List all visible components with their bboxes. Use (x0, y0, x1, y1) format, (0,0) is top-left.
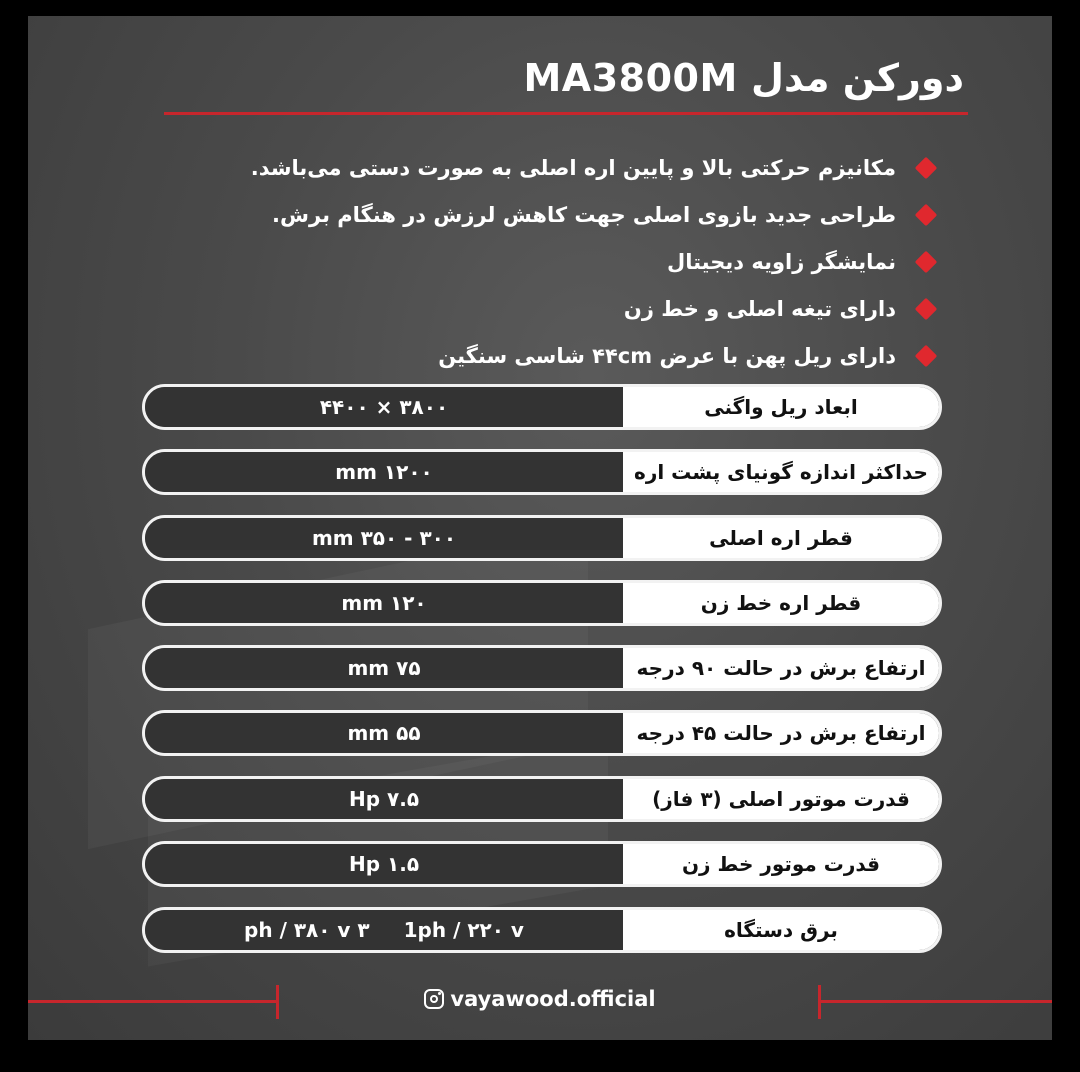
bullet-diamond-icon (915, 250, 938, 273)
spec-label: برق دستگاه (623, 910, 939, 950)
spec-value-three-phase: ۳ ph / ۳۸۰ v (244, 918, 370, 942)
feature-text: طراحی جدید بازوی اصلی جهت کاهش لرزش در هنگام برش. (272, 202, 896, 227)
instagram-handle[interactable]: vayawood.official (450, 987, 656, 1011)
page-title: دورکن مدل MA3800M (523, 56, 964, 100)
spec-value (145, 910, 623, 950)
spec-row (142, 776, 942, 822)
feature-item (251, 332, 940, 379)
spec-row (142, 580, 942, 626)
title-divider (164, 112, 968, 115)
feature-item (251, 285, 940, 332)
spec-label: قدرت موتور اصلی (۳ فاز) (623, 779, 939, 819)
social-handle[interactable] (28, 987, 1052, 1011)
spec-row (142, 449, 942, 495)
spec-value: ۳۸۰۰ × ۴۴۰۰ (145, 387, 623, 427)
spec-row (142, 384, 942, 430)
feature-list (251, 144, 940, 379)
spec-row (142, 841, 942, 887)
spec-value: ۳۰۰ - ۳۵۰ mm (145, 518, 623, 558)
spec-label: حداکثر اندازه گونیای پشت اره (623, 452, 939, 492)
bullet-diamond-icon (915, 156, 938, 179)
spec-label: قدرت موتور خط زن (623, 844, 939, 884)
spec-row (142, 515, 942, 561)
spec-value: ۱۲۰ mm (145, 583, 623, 623)
spec-label: ارتفاع برش در حالت ۹۰ درجه (623, 648, 939, 688)
bullet-diamond-icon (915, 344, 938, 367)
spec-value-single-phase: 1ph / ۲۲۰ v (403, 918, 524, 942)
spec-row (142, 710, 942, 756)
bullet-diamond-icon (915, 297, 938, 320)
bullet-diamond-icon (915, 203, 938, 226)
spec-row (142, 907, 942, 953)
spec-value: ۷.۵ Hp (145, 779, 623, 819)
spec-label: ارتفاع برش در حالت ۴۵ درجه (623, 713, 939, 753)
feature-text: دارای تیغه اصلی و خط زن (623, 296, 896, 321)
feature-item (251, 144, 940, 191)
spec-row (142, 645, 942, 691)
spec-label: قطر اره اصلی (623, 518, 939, 558)
spec-value: ۵۵ mm (145, 713, 623, 753)
spec-value: ۱.۵ Hp (145, 844, 623, 884)
feature-item (251, 191, 940, 238)
instagram-icon (424, 989, 444, 1009)
spec-label: ابعاد ریل واگنی (623, 387, 939, 427)
spec-value: ۱۲۰۰ mm (145, 452, 623, 492)
spec-label: قطر اره خط زن (623, 583, 939, 623)
feature-item (251, 238, 940, 285)
spec-value: ۷۵ mm (145, 648, 623, 688)
spec-card (28, 16, 1052, 1040)
feature-text: مکانیزم حرکتی بالا و پایین اره اصلی به صورت دستی می‌باشد. (250, 155, 896, 180)
feature-text: نمایشگر زاویه دیجیتال (666, 249, 896, 274)
feature-text: دارای ریل پهن با عرض ۴۴cm شاسی سنگین (438, 343, 896, 368)
